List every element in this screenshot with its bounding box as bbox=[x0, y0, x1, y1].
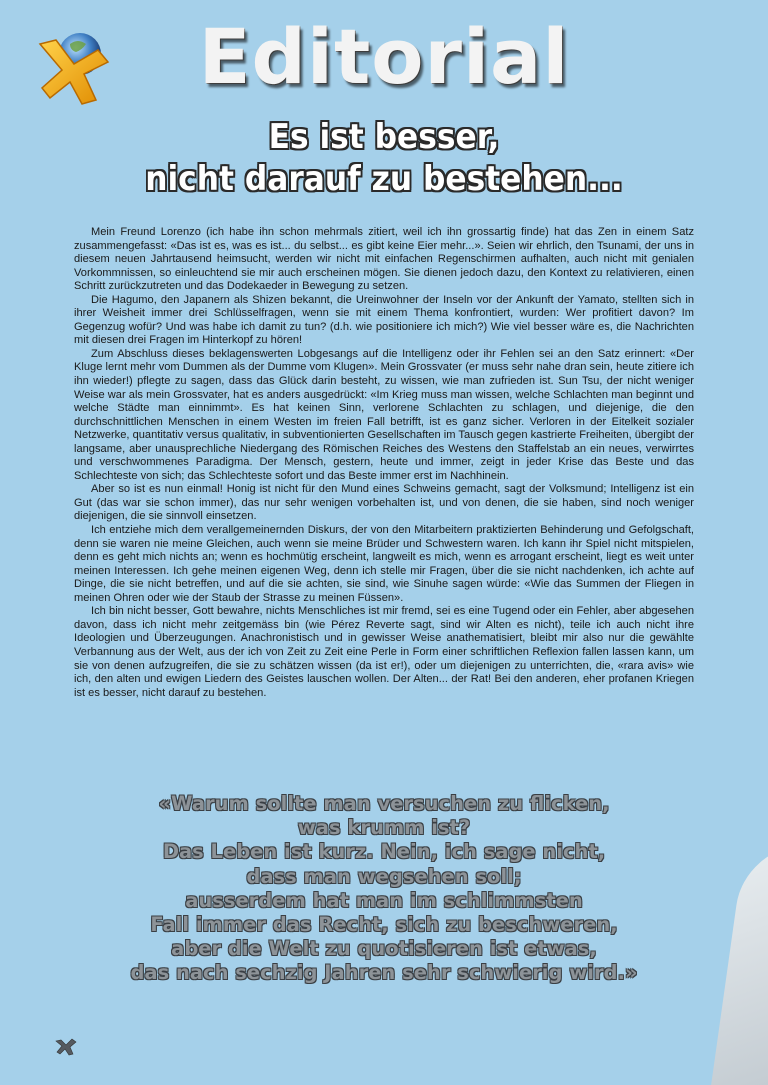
decorative-corner-shape bbox=[711, 845, 768, 1085]
quote-line: aber die Welt zu quotisieren ist etwas, bbox=[171, 937, 597, 961]
quote-line: ausserdem hat man im schlimmsten bbox=[185, 888, 583, 912]
article-paragraph: Ich bin nicht besser, Gott bewahre, nichts Menschliches ist mir fremd, sei es eine Tugend oder ein Fehler, aber abgesehen davon, dass ich nicht mehr zeitgemäss bin (wie Pérez Reverte sagt, sind wir Alten es nicht), teile ich auch nicht ihre Ideologien und Überzeugungen. Anachronistisch und in gewisser Weise anathematisiert, bleibt mir also nur die gewählte Verbannung aus der Welt, aus der ich von Zeit zu Zeit eine Perle in Form einer schriftlichen Reflexion fallen lassen kann, um sie von denen aufzugreifen, die sie zu schätzen wissen (da ist er!), oder um diejenigen zu unterrichten, die, «rara avis» wie ich, den alten und ewigen Liedern des Geistes lauschen wollen. Der Alten... der Rat! Bei den anderen, eher profanen Kriegen ist es besser, nicht darauf zu bestehen. bbox=[74, 605, 694, 699]
quote-line: «Warum sollte man versuchen zu flicken, bbox=[158, 792, 610, 815]
headline-line: Es ist besser, bbox=[268, 117, 500, 157]
quote-line: Fall immer das Recht, sich zu beschweren, bbox=[150, 913, 618, 937]
quote-line: was krumm ist? bbox=[297, 816, 471, 840]
article-paragraph: Die Hagumo, den Japanern als Shizen bekannt, die Ureinwohner der Inseln vor der Ankunft der Yamato, stellten sich in ihrer Weisheit immer drei Schlüsselfragen, wenn sie mit einem Thema konfrontiert, wurden: Wer profitiert davon? Im Gegenzug wofür? Und was habe ich damit zu tun? (d.h. wie positioniere ich mich?) Wie viel besser wäre es, die Nachrichten mit diesen drei Fragen im Hinterkopf zu hören! bbox=[74, 293, 694, 347]
small-cross-footer-icon bbox=[55, 1036, 77, 1056]
article-body bbox=[74, 226, 694, 700]
article-paragraph: Aber so ist es nun einmal! Honig ist nicht für den Mund eines Schweins gemacht, sagt der Volksmund; Intelligenz ist ein Gut (das war sie schon immer), das nur sehr wenigen vorbehalten ist, und von denen, die sie haben, sind noch weniger diejenigen, die sie sinnvoll einsetzen. bbox=[74, 483, 694, 523]
pull-quote bbox=[84, 792, 684, 986]
article-paragraph: Mein Freund Lorenzo (ich habe ihn schon mehrmals zitiert, weil ich ihn grossartig finde) hat das Zen in einem Satz zusammengefasst: «Das ist es, was es ist... du selbst... es gibt keine Eier mehr...». Seien wir ehrlich, den Tsunami, der uns in diesem neuen Jahrtausend heimsucht, werden wir nicht mit einfachen Regenschirmen aufhalten, auch nicht mit genialen Vorkommnissen, so einleuchtend sie mir auch erscheinen mögen. Sie dienen jedoch dazu, den Kontext zu relativieren, einen Schritt zurückzutreten und das Dodekaeder in Bewegung zu setzen. bbox=[74, 226, 694, 293]
article-paragraph: Ich entziehe mich dem verallgemeinernden Diskurs, der von den Mitarbeitern praktizierten Behinderung und Gefolgschaft, denn sie waren nie meine Gleichen, auch wenn sie meine Brüder und Schwestern waren. Ich kann ihr Spiel nicht mitspielen, denn es geht mich nichts an; wenn es hochmütig erscheint, langweilt es mich, wenn es arrogant erscheint, liegt es weit unter meinen Interessen. Ich gehe meinen eigenen Weg, denn ich stelle mir Fragen, über die sie nicht nachdenken, ich achte auf Dinge, die sie nicht betreffen, und auf die sie achten, sie sind, wie Sinuhe sagen würde: «Wie das Summen der Fliegen in meinen Ohren oder wie der Staub der Strasse zu meinen Füssen». bbox=[74, 524, 694, 604]
article-paragraph: Zum Abschluss dieses beklagenswerten Lobgesangs auf die Intelligenz oder ihr Fehlen sei an den Satz erinnert: «Der Kluge lernt mehr vom Dummen als der Dumme vom Klugen». Mein Grossvater (er muss sehr nahe dran sein, heute zitiere ich ihn wieder!) pflegte zu sagen, dass das Glück darin besteht, zu wissen, wie man zufrieden ist. Sun Tsu, der nicht weniger Weise war als mein Grossvater, hat es anders ausgedrückt: «Im Krieg muss man wissen, welche Schlachten man beginnt und welche Städte man einnimmt». Es hat keinen Sinn, verlorene Schlachten zu schlagen, und diejenige, die den durchschnittlichen Menschen in einem Westen im freien Fall betrifft, ist es ganz sicher. Verloren in der Eitelkeit sozialer Netzwerke, quantitativ versus qualitativ, in subventionierten Gesellschaften im Tausch gegen kastrierte Freiheiten, übergibt der langsame, aber unausprechliche Niedergang des Römischen Reiches des Westens den Staffelstab an ein neues, verwirrtes und verschwommenes Paradigma. Der Mensch, gestern, heute und immer, zeigt in jeder Krise das Beste und das Schlechteste von sich; das Schlechteste sofort und das Beste immer erst im Nachhinein. bbox=[74, 347, 694, 482]
quote-line: Das Leben ist kurz. Nein, ich sage nicht, bbox=[162, 840, 606, 864]
quote-line: das nach sechzig Jahren sehr schwierig wird.» bbox=[130, 961, 638, 985]
headline-line: nicht darauf zu bestehen... bbox=[145, 159, 623, 199]
quote-line: dass man wegsehen soll; bbox=[246, 864, 522, 888]
page-title: Editorial bbox=[198, 12, 570, 101]
headline bbox=[31, 116, 738, 200]
